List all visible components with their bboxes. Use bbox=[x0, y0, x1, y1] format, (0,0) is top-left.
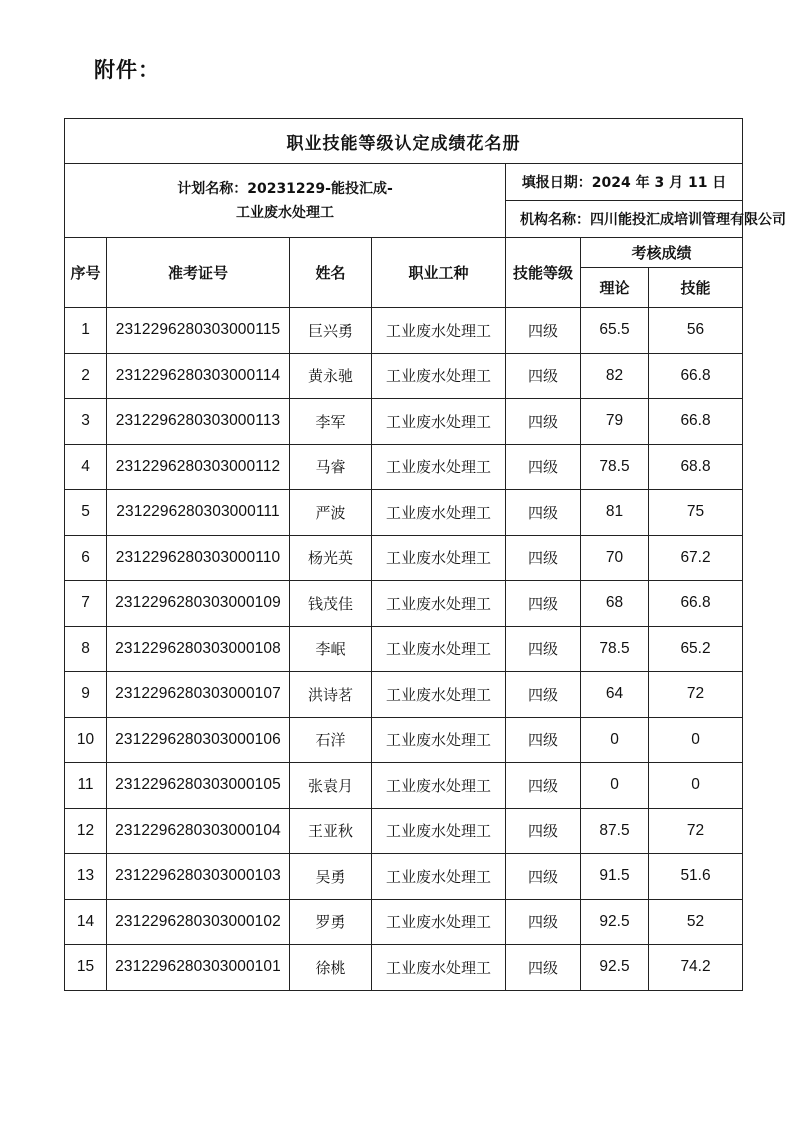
cell-skill-level: 四级 bbox=[506, 945, 581, 991]
cell-exam-id: 2312296280303000113 bbox=[107, 399, 290, 445]
cell-theory-score: 81 bbox=[581, 490, 649, 536]
table-row bbox=[65, 672, 743, 718]
cell-occupation: 工业废水处理工 bbox=[372, 535, 506, 581]
cell-skill-score: 51.6 bbox=[649, 854, 743, 900]
cell-exam-id: 2312296280303000104 bbox=[107, 808, 290, 854]
cell-occupation: 工业废水处理工 bbox=[372, 308, 506, 354]
cell-exam-id: 2312296280303000102 bbox=[107, 899, 290, 945]
cell-skill-score: 66.8 bbox=[649, 353, 743, 399]
cell-theory-score: 92.5 bbox=[581, 945, 649, 991]
cell-skill-level: 四级 bbox=[506, 672, 581, 718]
cell-theory-score: 0 bbox=[581, 763, 649, 809]
cell-exam-id: 2312296280303000105 bbox=[107, 763, 290, 809]
cell-seq: 1 bbox=[65, 308, 107, 354]
cell-seq: 2 bbox=[65, 353, 107, 399]
cell-skill-level: 四级 bbox=[506, 626, 581, 672]
cell-theory-score: 79 bbox=[581, 399, 649, 445]
cell-occupation: 工业废水处理工 bbox=[372, 626, 506, 672]
cell-skill-level: 四级 bbox=[506, 353, 581, 399]
cell-name: 张袁月 bbox=[290, 763, 372, 809]
cell-occupation: 工业废水处理工 bbox=[372, 763, 506, 809]
cell-skill-score: 74.2 bbox=[649, 945, 743, 991]
cell-occupation: 工业废水处理工 bbox=[372, 854, 506, 900]
header-skill: 技能 bbox=[649, 268, 743, 308]
cell-skill-score: 56 bbox=[649, 308, 743, 354]
table-row bbox=[65, 535, 743, 581]
cell-seq: 14 bbox=[65, 899, 107, 945]
cell-name: 罗勇 bbox=[290, 899, 372, 945]
header-occupation: 职业工种 bbox=[372, 238, 506, 308]
cell-skill-level: 四级 bbox=[506, 763, 581, 809]
cell-skill-score: 72 bbox=[649, 808, 743, 854]
cell-skill-level: 四级 bbox=[506, 808, 581, 854]
cell-seq: 7 bbox=[65, 581, 107, 627]
cell-name: 李军 bbox=[290, 399, 372, 445]
cell-seq: 4 bbox=[65, 444, 107, 490]
cell-theory-score: 68 bbox=[581, 581, 649, 627]
header-skill-level: 技能等级 bbox=[506, 238, 581, 308]
cell-name: 徐桃 bbox=[290, 945, 372, 991]
cell-occupation: 工业废水处理工 bbox=[372, 581, 506, 627]
cell-skill-score: 67.2 bbox=[649, 535, 743, 581]
cell-exam-id: 2312296280303000101 bbox=[107, 945, 290, 991]
cell-skill-level: 四级 bbox=[506, 581, 581, 627]
cell-seq: 6 bbox=[65, 535, 107, 581]
cell-skill-score: 66.8 bbox=[649, 399, 743, 445]
cell-seq: 13 bbox=[65, 854, 107, 900]
cell-occupation: 工业废水处理工 bbox=[372, 808, 506, 854]
cell-exam-id: 2312296280303000107 bbox=[107, 672, 290, 718]
attachment-label: 附件： bbox=[94, 58, 160, 82]
cell-exam-id: 2312296280303000109 bbox=[107, 581, 290, 627]
cell-name: 巨兴勇 bbox=[290, 308, 372, 354]
cell-skill-level: 四级 bbox=[506, 717, 581, 763]
table-row bbox=[65, 308, 743, 354]
table-row bbox=[65, 626, 743, 672]
cell-skill-score: 75 bbox=[649, 490, 743, 536]
cell-skill-level: 四级 bbox=[506, 899, 581, 945]
organization-name: 机构名称：四川能投汇成培训管理有限公司 bbox=[506, 201, 743, 238]
cell-exam-id: 2312296280303000106 bbox=[107, 717, 290, 763]
cell-occupation: 工业废水处理工 bbox=[372, 444, 506, 490]
table-row bbox=[65, 763, 743, 809]
cell-exam-id: 2312296280303000108 bbox=[107, 626, 290, 672]
plan-name-line1: 计划名称：20231229-能投汇成- bbox=[177, 180, 393, 197]
cell-occupation: 工业废水处理工 bbox=[372, 672, 506, 718]
table-row bbox=[65, 717, 743, 763]
cell-theory-score: 70 bbox=[581, 535, 649, 581]
cell-name: 王亚秋 bbox=[290, 808, 372, 854]
table-row bbox=[65, 808, 743, 854]
plan-name-line2: 工业废水处理工 bbox=[236, 204, 334, 221]
cell-skill-score: 66.8 bbox=[649, 581, 743, 627]
table-row bbox=[65, 399, 743, 445]
header-name: 姓名 bbox=[290, 238, 372, 308]
table-title: 职业技能等级认定成绩花名册 bbox=[65, 119, 743, 164]
cell-occupation: 工业废水处理工 bbox=[372, 717, 506, 763]
cell-skill-score: 72 bbox=[649, 672, 743, 718]
cell-skill-level: 四级 bbox=[506, 535, 581, 581]
cell-theory-score: 91.5 bbox=[581, 854, 649, 900]
cell-seq: 9 bbox=[65, 672, 107, 718]
cell-name: 杨光英 bbox=[290, 535, 372, 581]
cell-skill-score: 0 bbox=[649, 763, 743, 809]
header-theory: 理论 bbox=[581, 268, 649, 308]
cell-exam-id: 2312296280303000110 bbox=[107, 535, 290, 581]
cell-theory-score: 65.5 bbox=[581, 308, 649, 354]
cell-skill-score: 0 bbox=[649, 717, 743, 763]
cell-occupation: 工业废水处理工 bbox=[372, 899, 506, 945]
cell-theory-score: 78.5 bbox=[581, 444, 649, 490]
cell-skill-level: 四级 bbox=[506, 444, 581, 490]
cell-theory-score: 82 bbox=[581, 353, 649, 399]
cell-seq: 15 bbox=[65, 945, 107, 991]
cell-seq: 5 bbox=[65, 490, 107, 536]
plan-name bbox=[65, 164, 506, 238]
cell-skill-score: 52 bbox=[649, 899, 743, 945]
cell-skill-level: 四级 bbox=[506, 854, 581, 900]
cell-skill-level: 四级 bbox=[506, 308, 581, 354]
cell-occupation: 工业废水处理工 bbox=[372, 399, 506, 445]
cell-name: 洪诗茗 bbox=[290, 672, 372, 718]
cell-name: 黄永驰 bbox=[290, 353, 372, 399]
cell-seq: 3 bbox=[65, 399, 107, 445]
cell-exam-id: 2312296280303000115 bbox=[107, 308, 290, 354]
cell-name: 李岷 bbox=[290, 626, 372, 672]
table-row bbox=[65, 353, 743, 399]
table-row bbox=[65, 490, 743, 536]
cell-skill-level: 四级 bbox=[506, 399, 581, 445]
cell-skill-level: 四级 bbox=[506, 490, 581, 536]
cell-seq: 10 bbox=[65, 717, 107, 763]
cell-seq: 12 bbox=[65, 808, 107, 854]
header-seq: 序号 bbox=[65, 238, 107, 308]
cell-exam-id: 2312296280303000112 bbox=[107, 444, 290, 490]
fill-date: 填报日期：2024 年 3 月 11 日 bbox=[506, 164, 743, 201]
cell-skill-score: 65.2 bbox=[649, 626, 743, 672]
cell-seq: 11 bbox=[65, 763, 107, 809]
table-row bbox=[65, 444, 743, 490]
table-row bbox=[65, 854, 743, 900]
table-row bbox=[65, 945, 743, 991]
cell-occupation: 工业废水处理工 bbox=[372, 490, 506, 536]
cell-skill-score: 68.8 bbox=[649, 444, 743, 490]
cell-seq: 8 bbox=[65, 626, 107, 672]
cell-name: 钱茂佳 bbox=[290, 581, 372, 627]
cell-name: 马睿 bbox=[290, 444, 372, 490]
table-row bbox=[65, 581, 743, 627]
cell-theory-score: 64 bbox=[581, 672, 649, 718]
table-row bbox=[65, 899, 743, 945]
cell-theory-score: 78.5 bbox=[581, 626, 649, 672]
cell-name: 严波 bbox=[290, 490, 372, 536]
cell-theory-score: 92.5 bbox=[581, 899, 649, 945]
cell-occupation: 工业废水处理工 bbox=[372, 945, 506, 991]
cell-exam-id: 2312296280303000114 bbox=[107, 353, 290, 399]
score-roster-table bbox=[64, 118, 786, 991]
cell-name: 石洋 bbox=[290, 717, 372, 763]
cell-occupation: 工业废水处理工 bbox=[372, 353, 506, 399]
header-exam-id: 准考证号 bbox=[107, 238, 290, 308]
cell-name: 吴勇 bbox=[290, 854, 372, 900]
header-score-group: 考核成绩 bbox=[581, 238, 743, 268]
cell-exam-id: 2312296280303000111 bbox=[107, 490, 290, 536]
cell-theory-score: 0 bbox=[581, 717, 649, 763]
cell-exam-id: 2312296280303000103 bbox=[107, 854, 290, 900]
cell-theory-score: 87.5 bbox=[581, 808, 649, 854]
